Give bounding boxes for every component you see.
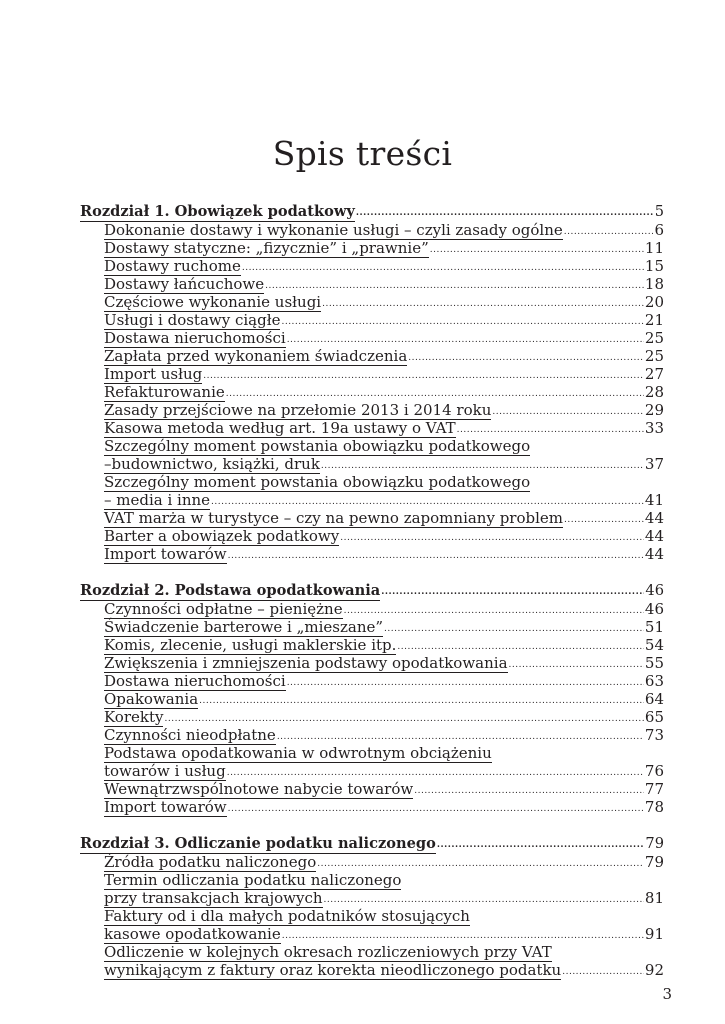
toc-entry[interactable] [80, 329, 664, 347]
toc-entry-continuation[interactable] [80, 491, 664, 509]
entry-page-number: 76 [644, 762, 664, 780]
toc-chapter [80, 582, 664, 816]
toc-chapter [80, 835, 664, 979]
entry-page-number: 25 [644, 347, 664, 365]
dot-leader [564, 511, 644, 529]
toc-entry[interactable] [80, 221, 664, 239]
entry-page-number: 64 [644, 690, 664, 708]
dot-leader [324, 891, 644, 909]
toc-entry[interactable] [80, 690, 664, 708]
entry-page-number: 29 [644, 401, 664, 419]
dot-leader [562, 963, 644, 981]
dot-leader [356, 204, 654, 222]
entry-page-number: 37 [644, 455, 664, 473]
toc-entry[interactable] [80, 871, 664, 889]
entry-title: Dostawy ruchome [104, 257, 241, 275]
entry-page-number: 28 [644, 383, 664, 401]
toc-entry[interactable] [80, 907, 664, 925]
entry-title: Barter a obowiązek podatkowy [104, 527, 340, 545]
entry-title: Podstawa opodatkowania w odwrotnym obciążeniu [104, 744, 492, 762]
entry-page-number: 63 [644, 672, 664, 690]
entry-title: Komis, zlecenie, usługi maklerskie itp. [104, 636, 397, 654]
entry-title: –budownictwo, książki, druk [104, 455, 320, 473]
toc-entry[interactable] [80, 618, 664, 636]
toc-entry[interactable] [80, 780, 664, 798]
toc-entry[interactable] [80, 473, 664, 491]
toc-entry[interactable] [80, 239, 664, 257]
entry-title: towarów i usług [104, 762, 226, 780]
toc-chapter-heading[interactable] [80, 835, 664, 853]
entry-title: przy transakcjach krajowych [104, 889, 323, 907]
entry-page-number: 51 [644, 618, 664, 636]
entry-title: Refakturowanie [104, 383, 225, 401]
chapter-page-number: 46 [645, 582, 664, 599]
toc-entry[interactable] [80, 708, 664, 726]
entry-title: Dostawy statyczne: „fizycznie” i „prawnie” [104, 239, 429, 257]
dot-leader [203, 367, 644, 385]
dot-leader [228, 547, 644, 565]
entry-title: Dokonanie dostawy i wykonanie usługi – czyli zasady ogólne [104, 221, 563, 239]
entry-page-number: 81 [644, 889, 664, 907]
toc-entry[interactable] [80, 437, 664, 455]
toc-entry[interactable] [80, 600, 664, 618]
dot-leader [211, 493, 644, 511]
entry-page-number: 44 [644, 545, 664, 563]
dot-leader [457, 421, 644, 439]
entry-title: VAT marża w turystyce – czy na pewno zapomniany problem [104, 509, 564, 527]
entry-page-number: 79 [644, 853, 664, 871]
entry-title: Import towarów [104, 545, 227, 563]
toc-entry[interactable] [80, 509, 664, 527]
toc-entry[interactable] [80, 798, 664, 816]
dot-leader [384, 620, 644, 638]
dot-leader [227, 764, 644, 782]
entry-page-number: 33 [644, 419, 664, 437]
entry-title: Źródła podatku naliczonego [104, 853, 317, 871]
entry-page-number: 20 [644, 293, 664, 311]
page-number: 3 [662, 985, 672, 1003]
table-of-contents [80, 203, 664, 979]
dot-leader [287, 674, 644, 692]
dot-leader [242, 259, 644, 277]
toc-entry-continuation[interactable] [80, 889, 664, 907]
entry-page-number: 73 [644, 726, 664, 744]
toc-entry[interactable] [80, 383, 664, 401]
dot-leader [414, 782, 644, 800]
entry-title: Czynności nieodpłatne [104, 726, 276, 744]
entry-page-number: 54 [644, 636, 664, 654]
entry-title: kasowe opodatkowanie [104, 925, 281, 943]
toc-entry[interactable] [80, 636, 664, 654]
dot-leader [381, 583, 644, 601]
toc-entry[interactable] [80, 401, 664, 419]
dot-leader [317, 855, 644, 873]
dot-leader [397, 638, 644, 656]
entry-title: Dostawa nieruchomości [104, 672, 286, 690]
dot-leader [164, 710, 643, 728]
toc-entry-continuation[interactable] [80, 961, 664, 979]
toc-chapter-heading[interactable] [80, 203, 664, 221]
entry-title: Faktury od i dla małych podatników stosujących [104, 907, 470, 925]
toc-entry[interactable] [80, 943, 664, 961]
entry-title: Szczególny moment powstania obowiązku podatkowego [104, 473, 531, 491]
chapter-page-number: 79 [645, 835, 664, 852]
entry-title: Zwiększenia i zmniejszenia podstawy opodatkowania [104, 654, 508, 672]
toc-entry-continuation[interactable] [80, 925, 664, 943]
entry-title: Korekty [104, 708, 164, 726]
entry-title: Zasady przejściowe na przełomie 2013 i 2014 roku [104, 401, 492, 419]
toc-entry[interactable] [80, 545, 664, 563]
dot-leader [277, 728, 644, 746]
entry-page-number: 65 [644, 708, 664, 726]
toc-entry[interactable] [80, 311, 664, 329]
chapter-title: Rozdział 2. Podstawa opodatkowania [80, 582, 381, 599]
entry-page-number: 11 [644, 239, 664, 257]
toc-entry[interactable] [80, 293, 664, 311]
toc-entry[interactable] [80, 853, 664, 871]
entry-title: Dostawy łańcuchowe [104, 275, 265, 293]
dot-leader [340, 529, 644, 547]
entry-title: Import usług [104, 365, 203, 383]
entry-title: – media i inne [104, 491, 211, 509]
entry-title: Zapłata przed wykonaniem świadczenia [104, 347, 408, 365]
entry-title: Świadczenie barterowe i „mieszane” [104, 618, 384, 636]
toc-chapter-heading[interactable] [80, 582, 664, 600]
chapter-title: Rozdział 1. Obowiązek podatkowy [80, 203, 355, 220]
dot-leader [322, 295, 644, 313]
dot-leader [430, 241, 644, 259]
toc-entry-continuation[interactable] [80, 455, 664, 473]
dot-leader [408, 349, 644, 367]
dot-leader [287, 331, 644, 349]
dot-leader [321, 457, 644, 475]
dot-leader [437, 836, 645, 854]
toc-entry[interactable] [80, 744, 664, 762]
page-title: Spis treści [272, 134, 453, 173]
toc-entry[interactable] [80, 365, 664, 383]
entry-title: Wewnątrzwspólnotowe nabycie towarów [104, 780, 414, 798]
entry-page-number: 44 [644, 527, 664, 545]
entry-page-number: 46 [644, 600, 664, 618]
dot-leader [282, 927, 644, 945]
toc-entry[interactable] [80, 726, 664, 744]
entry-page-number: 91 [644, 925, 664, 943]
dot-leader [344, 602, 644, 620]
toc-chapter [80, 203, 664, 563]
entry-page-number: 92 [644, 961, 664, 979]
entry-title: Import towarów [104, 798, 227, 816]
chapter-title: Rozdział 3. Odliczanie podatku naliczonego [80, 835, 436, 852]
entry-page-number: 21 [644, 311, 664, 329]
toc-entry[interactable] [80, 275, 664, 293]
dot-leader [492, 403, 644, 421]
toc-entry-continuation[interactable] [80, 762, 664, 780]
toc-entry[interactable] [80, 257, 664, 275]
entry-title: Kasowa metoda według art. 19a ustawy o VAT [104, 419, 456, 437]
entry-title: Dostawa nieruchomości [104, 329, 286, 347]
entry-title: Częściowe wykonanie usługi [104, 293, 322, 311]
entry-title: Opakowania [104, 690, 199, 708]
dot-leader [564, 223, 654, 241]
entry-page-number: 77 [644, 780, 664, 798]
toc-entry[interactable] [80, 654, 664, 672]
dot-leader [199, 692, 644, 710]
entry-title: Usługi i dostawy ciągłe [104, 311, 281, 329]
entry-title: Termin odliczania podatku naliczonego [104, 871, 402, 889]
entry-page-number: 18 [644, 275, 664, 293]
entry-page-number: 27 [644, 365, 664, 383]
entry-page-number: 6 [654, 221, 664, 239]
entry-page-number: 44 [644, 509, 664, 527]
dot-leader [509, 656, 644, 674]
entry-title: wynikającym z faktury oraz korekta nieodliczonego podatku [104, 961, 562, 979]
dot-leader [226, 385, 644, 403]
entry-title: Szczególny moment powstania obowiązku podatkowego [104, 437, 531, 455]
entry-title: Odliczenie w kolejnych okresach rozliczeniowych przy VAT [104, 943, 552, 961]
chapter-page-number: 5 [654, 203, 664, 220]
toc-entry[interactable] [80, 419, 664, 437]
toc-entry[interactable] [80, 527, 664, 545]
entry-page-number: 55 [644, 654, 664, 672]
entry-page-number: 41 [644, 491, 664, 509]
toc-entry[interactable] [80, 672, 664, 690]
toc-entry[interactable] [80, 347, 664, 365]
dot-leader [281, 313, 643, 331]
entry-page-number: 15 [644, 257, 664, 275]
entry-page-number: 78 [644, 798, 664, 816]
entry-title: Czynności odpłatne – pieniężne [104, 600, 343, 618]
dot-leader [265, 277, 644, 295]
dot-leader [228, 800, 644, 818]
entry-page-number: 25 [644, 329, 664, 347]
